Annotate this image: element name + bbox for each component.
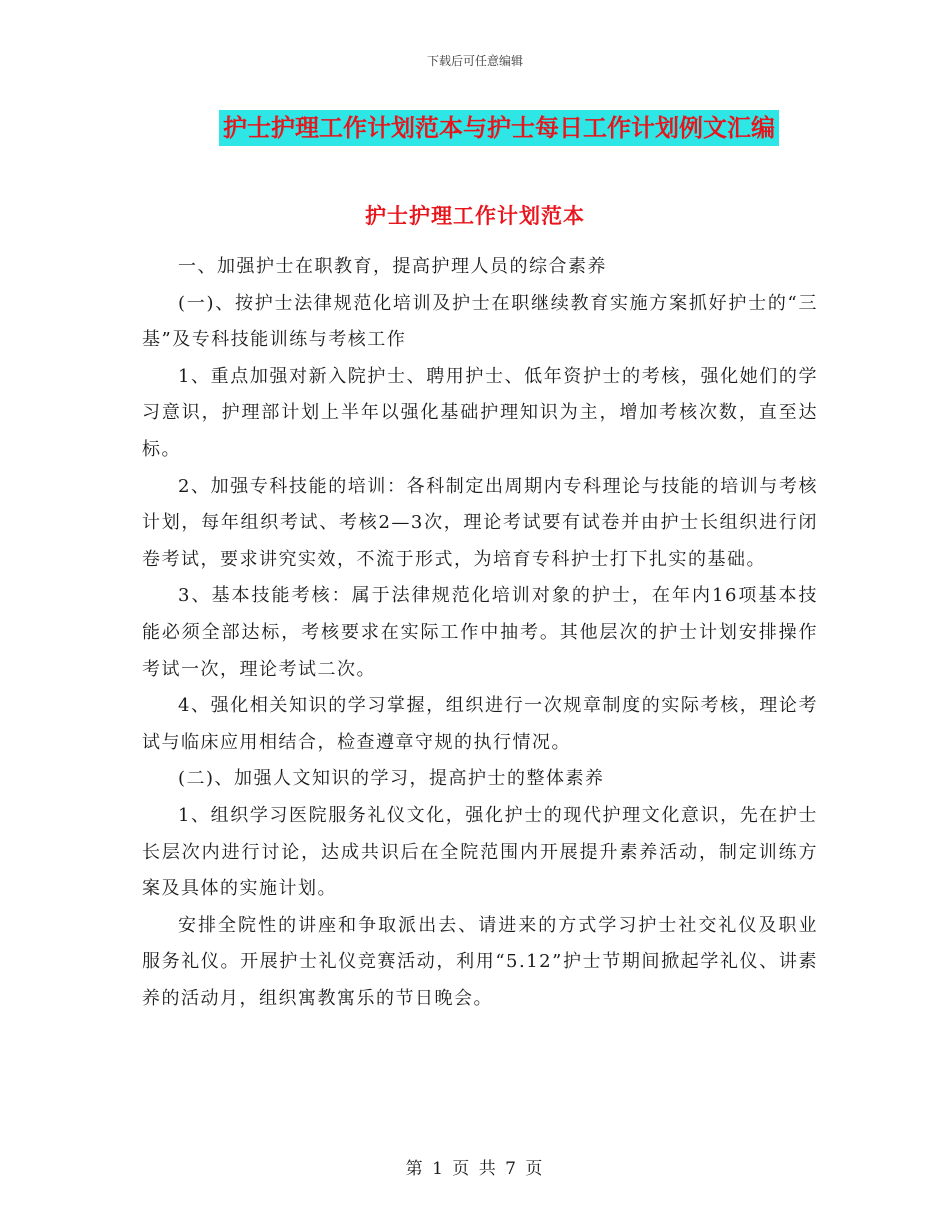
paragraph-7: (二)、加强人文知识的学习，提高护士的整体素养: [178, 768, 605, 790]
paragraph-2: (一)、按护士法律规范化培训及护士在职继续教育实施方案抓好护士的“三基”及专科技能训练与考核工作: [142, 292, 818, 351]
section-title: 护士护理工作计划范本: [365, 204, 585, 228]
page-header-note: 下载后可任意编辑: [426, 54, 523, 68]
paragraph-6: 4、强化相关知识的学习掌握，组织进行一次规章制度的实际考核，理论考试与临床应用相结合，检查遵章守规的执行情况。: [142, 695, 818, 753]
paragraph-8: 1、组织学习医院服务礼仪文化，强化护士的现代护理文化意识，先在护士长层次内进行讨论，达成共识后在全院范围内开展提升素养活动，制定训练方案及具体的实施计划。: [142, 804, 818, 900]
document-body: [142, 249, 818, 1017]
paragraph-3: 1、重点加强对新入院护士、聘用护士、低年资护士的考核，强化她们的学习意识，护理部计划上半年以强化基础护理知识为主，增加考核次数，直至达标。: [142, 365, 818, 460]
paragraph-4: 2、加强专科技能的培训：各科制定出周期内专科理论与技能的培训与考核计划，每年组织考试、考核2—3次，理论考试要有试卷并由护士长组织进行闭卷考试，要求讲究实效，不流于形式，为培育专科护士打下扎实的基础。: [142, 475, 818, 570]
paragraph-9: 安排全院性的讲座和争取派出去、请进来的方式学习护士社交礼仪及职业服务礼仪。开展护士礼仪竞赛活动，利用“5.12”护士节期间掀起学礼仪、讲素养的活动月，组织寓教寓乐的节日晚会。: [142, 914, 818, 1009]
page-number-footer: 第 1 页 共 7 页: [405, 1159, 545, 1179]
paragraph-5: 3、基本技能考核：属于法律规范化培训对象的护士，在年内16项基本技能必须全部达标，考核要求在实际工作中抽考。其他层次的护士计划安排操作考试一次，理论考试二次。: [142, 585, 818, 680]
document-title: 护士护理工作计划范本与护士每日工作计划例文汇编: [219, 110, 779, 146]
paragraph-1: 一、加强护士在职教育，提高护理人员的综合素养: [178, 256, 607, 277]
document-title-container: [0, 110, 950, 146]
